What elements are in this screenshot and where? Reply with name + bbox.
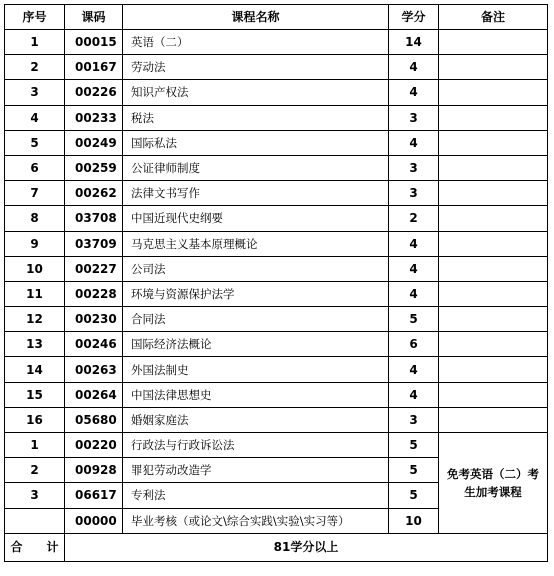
cell-note [439,357,548,382]
cell-code: 00167 [65,55,123,80]
table-row [5,55,548,80]
table-row [5,407,548,432]
cell-code: 00246 [65,332,123,357]
table-row [5,382,548,407]
cell-credit: 4 [389,130,439,155]
table-row [5,130,548,155]
total-row [5,533,548,561]
cell-note [439,130,548,155]
cell-note [439,256,548,281]
cell-seq: 1 [5,30,65,55]
cell-code: 00230 [65,307,123,332]
cell-seq: 11 [5,281,65,306]
cell-credit: 14 [389,30,439,55]
table-row [5,281,548,306]
cell-code: 00259 [65,155,123,180]
cell-name: 婚姻家庭法 [123,407,389,432]
header-name: 课程名称 [123,5,389,30]
course-table-container [4,4,548,562]
cell-name: 国际私法 [123,130,389,155]
cell-name: 毕业考核（或论文\综合实践\实验\实习等） [123,508,389,533]
cell-note [439,30,548,55]
cell-code: 00220 [65,433,123,458]
cell-code: 00228 [65,281,123,306]
cell-credit: 4 [389,281,439,306]
cell-credit: 5 [389,307,439,332]
table-row [5,433,548,458]
cell-note [439,332,548,357]
cell-credit: 3 [389,181,439,206]
cell-credit: 3 [389,155,439,180]
cell-seq: 14 [5,357,65,382]
cell-code: 00015 [65,30,123,55]
cell-name: 行政法与行政诉讼法 [123,433,389,458]
total-value: 81学分以上 [65,533,548,561]
table-row [5,30,548,55]
cell-code: 03708 [65,206,123,231]
cell-name: 国际经济法概论 [123,332,389,357]
cell-code: 00263 [65,357,123,382]
cell-seq: 12 [5,307,65,332]
cell-credit: 5 [389,483,439,508]
table-row [5,80,548,105]
cell-name: 知识产权法 [123,80,389,105]
cell-credit: 4 [389,80,439,105]
cell-credit: 4 [389,231,439,256]
header-credit: 学分 [389,5,439,30]
cell-credit: 2 [389,206,439,231]
cell-name: 外国法制史 [123,357,389,382]
total-label [5,533,65,561]
table-row [5,332,548,357]
cell-seq: 15 [5,382,65,407]
cell-note [439,181,548,206]
cell-name: 中国近现代史纲要 [123,206,389,231]
cell-seq: 6 [5,155,65,180]
cell-code: 00000 [65,508,123,533]
table-row [5,105,548,130]
table-row [5,256,548,281]
cell-code: 00928 [65,458,123,483]
cell-code: 00227 [65,256,123,281]
cell-name: 中国法律思想史 [123,382,389,407]
cell-seq: 3 [5,80,65,105]
table-row [5,155,548,180]
cell-name: 马克思主义基本原理概论 [123,231,389,256]
table-row [5,231,548,256]
cell-note [439,55,548,80]
cell-note [439,281,548,306]
cell-name: 法律文书写作 [123,181,389,206]
cell-name: 公司法 [123,256,389,281]
header-note: 备注 [439,5,548,30]
cell-name: 劳动法 [123,55,389,80]
cell-seq: 16 [5,407,65,432]
cell-code: 00233 [65,105,123,130]
cell-credit: 4 [389,55,439,80]
cell-credit: 3 [389,105,439,130]
cell-name: 英语（二） [123,30,389,55]
cell-name: 税法 [123,105,389,130]
cell-seq: 1 [5,433,65,458]
cell-note [439,206,548,231]
table-header-row [5,5,548,30]
cell-name: 合同法 [123,307,389,332]
total-label-part2: 计 [46,540,59,555]
cell-code: 00264 [65,382,123,407]
cell-seq: 8 [5,206,65,231]
course-table [4,4,548,562]
cell-credit: 4 [389,256,439,281]
table-row [5,357,548,382]
cell-seq: 9 [5,231,65,256]
table-row [5,307,548,332]
cell-seq: 2 [5,55,65,80]
cell-code: 00262 [65,181,123,206]
cell-code: 06617 [65,483,123,508]
cell-name: 公证律师制度 [123,155,389,180]
cell-name: 专利法 [123,483,389,508]
cell-seq: 7 [5,181,65,206]
cell-code: 00226 [65,80,123,105]
cell-seq: 5 [5,130,65,155]
header-code: 课码 [65,5,123,30]
cell-note [439,105,548,130]
cell-credit: 10 [389,508,439,533]
cell-credit: 4 [389,357,439,382]
table-row [5,181,548,206]
table-row [5,206,548,231]
cell-credit: 6 [389,332,439,357]
cell-code: 05680 [65,407,123,432]
cell-seq: 4 [5,105,65,130]
cell-code: 00249 [65,130,123,155]
cell-code: 03709 [65,231,123,256]
cell-note-group: 免考英语（二）考生加考课程 [439,433,548,534]
cell-note [439,307,548,332]
cell-seq [5,508,65,533]
cell-name: 罪犯劳动改造学 [123,458,389,483]
cell-credit: 4 [389,382,439,407]
cell-credit: 3 [389,407,439,432]
cell-seq: 3 [5,483,65,508]
cell-credit: 5 [389,458,439,483]
cell-name: 环境与资源保护法学 [123,281,389,306]
cell-note [439,382,548,407]
header-seq: 序号 [5,5,65,30]
cell-note [439,231,548,256]
table-body [5,30,548,534]
cell-note [439,80,548,105]
cell-seq: 10 [5,256,65,281]
cell-note [439,407,548,432]
cell-seq: 2 [5,458,65,483]
total-label-part1: 合 [10,540,23,555]
cell-note [439,155,548,180]
cell-seq: 13 [5,332,65,357]
cell-credit: 5 [389,433,439,458]
